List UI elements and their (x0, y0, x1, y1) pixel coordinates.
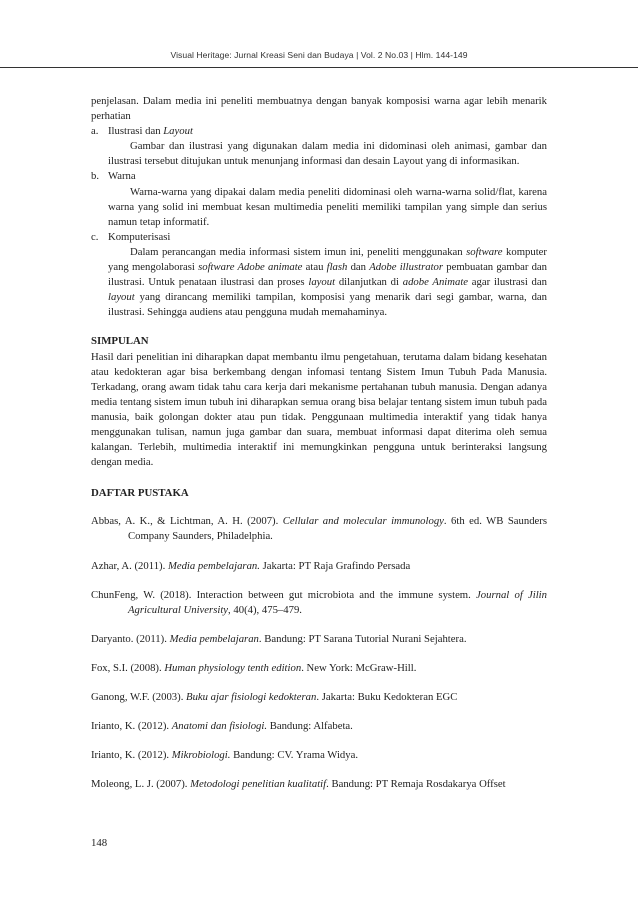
list-a (91, 124, 547, 169)
reference-entry: Abbas, A. K., & Lichtman, A. H. (2007). Cellular and molecular immunology. 6th ed. WB Saunders Company Saunders, Philadelphia. (91, 515, 548, 543)
reference-entry: Fox, S.I. (2008). Human physiology tenth edition. New York: McGraw-Hill. (91, 661, 417, 674)
page-number: 148 (91, 837, 108, 849)
reference-entry: Ganong, W.F. (2003). Buku ajar fisiologi kedokteran. Jakarta: Buku Kedokteran EGC (91, 691, 458, 703)
list-b (91, 169, 547, 229)
running-header: Visual Heritage: Jurnal Kreasi Seni dan Budaya | Vol. 2 No.03 | Hlm. 144-149 (170, 50, 468, 60)
reference-entry: Daryanto. (2011). Media pembelajaran. Bandung: PT Sarana Tutorial Nurani Sejahtera. (91, 632, 467, 645)
reference-entry: Moleong, L. J. (2007). Metodologi penelitian kualitatif. Bandung: PT Remaja Rosdakarya Offset (91, 778, 506, 791)
reference-entry: Irianto, K. (2012). Mikrobiologi. Bandung: CV. Yrama Widya. (91, 749, 359, 762)
reference-entry: Azhar, A. (2011). Media pembelajaran. Jakarta: PT Raja Grafindo Persada (91, 559, 411, 572)
list-title: Komputerisasi (108, 230, 171, 243)
reference-entry: ChunFeng, W. (2018). Interaction between gut microbiota and the immune system. Journal of Jilin Agricultural University, 40(4), 475–479. (91, 588, 547, 616)
intro-paragraph: penjelasan. Dalam media ini peneliti membuatnya dengan banyak komposisi warna agar lebih menarik perhatian (91, 95, 547, 123)
list-c (91, 230, 547, 321)
list-body: Dalam perancangan media informasi sistem imun ini, peneliti menggunakan software komputer yang mengolaborasi software Adobe animate atau flash dan Adobe illustrator pembuatan gambar dan ilustrasi. Untuk penataan ilustrasi dan proses layout dilanjutkan di adobe Animate agar ilustrasi dan layout yang dirancang memiliki tampilan, komposisi yang menarik dari segi gambar, warna, dan ilustrasi. Sehingga audiens atau pengguna mudah memahaminya. (108, 245, 548, 319)
list-body: Gambar dan ilustrasi yang digunakan dalam media ini didominasi oleh animasi, gambar dan ilustrasi tersebut ditujukan untuk menunjang informasi dan desain Layout yang di informasikan. (108, 140, 547, 168)
header-divider (0, 67, 638, 68)
list-title: Warna (108, 170, 136, 183)
list-body: Warna-warna yang dipakai dalam media peneliti didominasi oleh warna-warna solid/flat, karena warna yang solid ini membuat kesan multimedia peneliti memiliki tampilan yang simple dan serius namun tetap informatif. (108, 185, 547, 228)
simpulan-text: Hasil dari penelitian ini diharapkan dapat membantu ilmu pengetahuan, terutama dalam bidang kesehatan atau kedokteran agar bisa berkembang dengan infomasi tentang Sistem Imun Tubuh Pada Manusia. Terkadang, orang awam tidak tahu cara kerja dari mekanisme pertahanan tubuh manusia. Dengan adanya media tentang sistem imun tubuh ini diharapkan semua orang bisa belajar tentang sistem imun tubuh pada manusia, baik golongan dokter atau pun tidak. Penggunaan multimedia interaktif yang tidak hanya menggunakan tulisan, namun juga gambar dan suara, membuat informasi dapat diterima oleh semua kalangan. Terlebih, multimedia interaktif ini memungkinkan pengguna untuk berinteraksi langsung dengan media. (91, 350, 547, 469)
reference-list (91, 514, 547, 792)
page-body (91, 94, 547, 792)
list-marker: c. (91, 230, 99, 243)
list-title: Ilustrasi dan Layout (108, 125, 193, 138)
daftar-pustaka-heading: DAFTAR PUSTAKA (91, 487, 189, 500)
simpulan-heading: SIMPULAN (91, 335, 149, 348)
reference-entry: Irianto, K. (2012). Anatomi dan fisiologi. Bandung: Alfabeta. (91, 720, 353, 733)
list-marker: b. (91, 170, 100, 183)
list-marker: a. (91, 125, 99, 138)
